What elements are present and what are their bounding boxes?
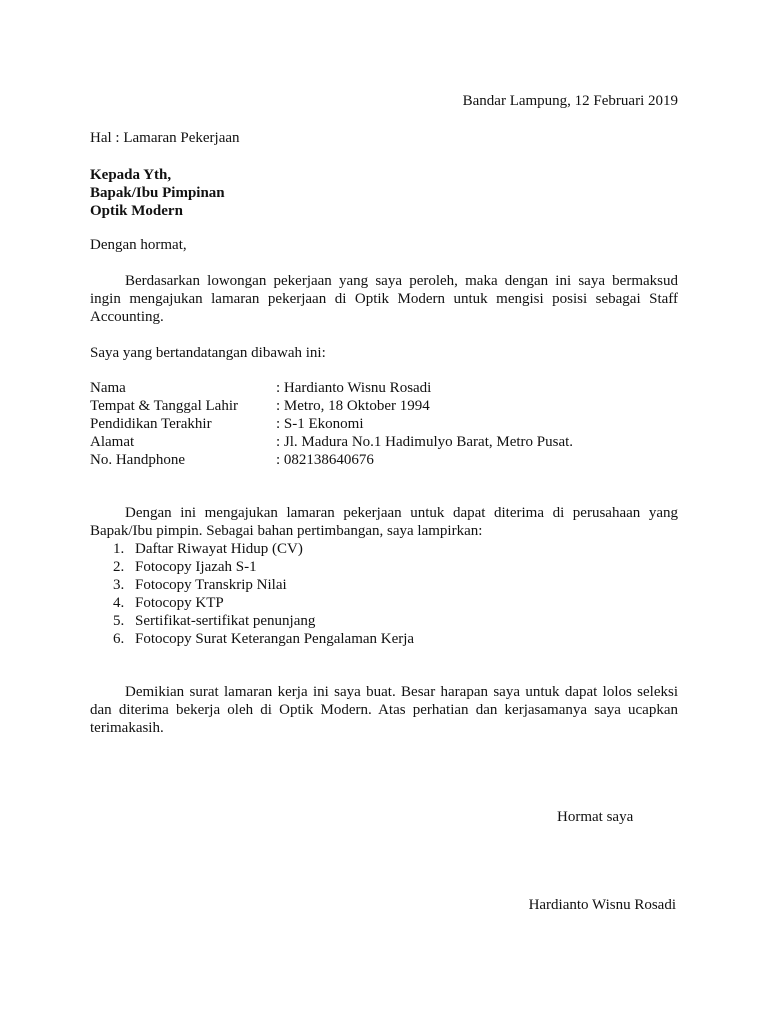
list-text: Fotocopy KTP	[135, 595, 224, 611]
field-value: : Jl. Madura No.1 Hadimulyo Barat, Metro Pusat.	[276, 434, 574, 450]
sign-off: Hormat saya	[557, 809, 634, 825]
list-text: Fotocopy Surat Keterangan Pengalaman Kerja	[135, 631, 415, 647]
greeting: Dengan hormat,	[90, 237, 187, 253]
list-text: Sertifikat-sertifikat penunjang	[135, 613, 316, 629]
list-number: 5.	[113, 613, 125, 629]
field-row-birth	[90, 397, 690, 415]
list-number: 2.	[113, 559, 125, 575]
field-value: : Metro, 18 Oktober 1994	[276, 398, 430, 414]
field-label: Pendidikan Terakhir	[90, 416, 212, 432]
field-row-name	[90, 379, 690, 397]
field-row-phone	[90, 451, 690, 469]
place-date: Bandar Lampung, 12 Februari 2019	[462, 93, 678, 109]
field-value: : S-1 Ekonomi	[276, 416, 364, 432]
list-number: 4.	[113, 595, 125, 611]
subject-line: Hal : Lamaran Pekerjaan	[90, 130, 240, 146]
signatory-name: Hardianto Wisnu Rosadi	[528, 897, 676, 913]
attachments-paragraph: Dengan ini mengajukan lamaran pekerjaan untuk dapat diterima di perusahaan yang Bapak/Ibu pimpin. Sebagai bahan pertimbangan, saya lampirkan:	[90, 505, 678, 539]
field-row-education	[90, 415, 690, 433]
field-value: : 082138640676	[276, 452, 374, 468]
recipient-line-1: Kepada Yth,	[90, 167, 172, 183]
list-text: Fotocopy Ijazah S-1	[135, 559, 257, 575]
list-text: Fotocopy Transkrip Nilai	[135, 577, 287, 593]
field-label: No. Handphone	[90, 452, 185, 468]
undersigned-statement: Saya yang bertandatangan dibawah ini:	[90, 345, 326, 361]
list-number: 6.	[113, 631, 125, 647]
field-row-address	[90, 433, 690, 451]
field-value: : Hardianto Wisnu Rosadi	[276, 380, 432, 396]
list-number: 3.	[113, 577, 125, 593]
recipient-line-2: Bapak/Ibu Pimpinan	[90, 185, 225, 201]
list-number: 1.	[113, 541, 125, 557]
recipient-line-3: Optik Modern	[90, 203, 183, 219]
field-label: Tempat & Tanggal Lahir	[90, 398, 238, 414]
field-label: Alamat	[90, 434, 135, 450]
intro-paragraph: Berdasarkan lowongan pekerjaan yang saya peroleh, maka dengan ini saya bermaksud ingin mengajukan lamaran pekerjaan di Optik Modern untuk mengisi posisi sebagai Staff Accounting.	[90, 273, 678, 325]
field-label: Nama	[90, 380, 126, 396]
closing-paragraph: Demikian surat lamaran kerja ini saya buat. Besar harapan saya untuk dapat lolos seleksi dan diterima bekerja oleh di Optik Modern. Atas perhatian dan kerjasamanya saya ucapkan terimakasih.	[90, 684, 678, 736]
list-text: Daftar Riwayat Hidup (CV)	[135, 541, 303, 557]
